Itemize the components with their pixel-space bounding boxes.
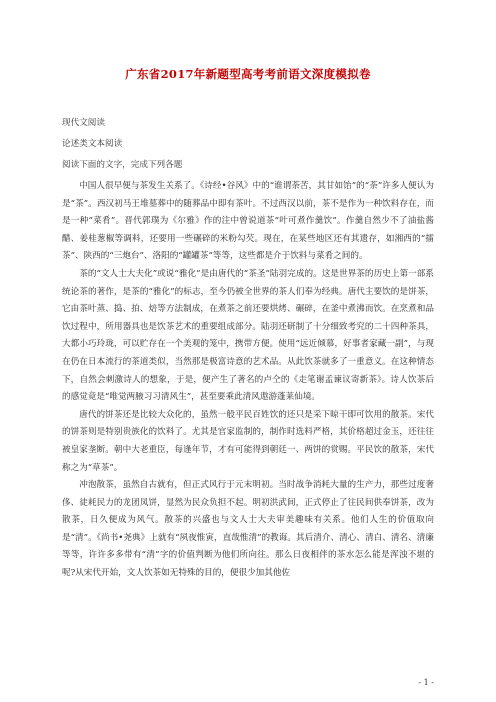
section-label-instructions: 阅读下面的文字，完成下列各题 bbox=[62, 160, 183, 170]
paragraph-1: 中国人很早便与茶发生关系了。《诗经•谷风》中的“谁谓荼苦，其甘如饴”的“荼”许多人便认为是“茶”。西汉初马王堆墓葬中的随葬品中即有茶叶。不过西汉以前，茶不是作为一种饮料存在，而是一种“菜肴”。晋代郭璞为《尔雅》作的注中曾说道茶“叶可煮作羹饮”。作羹自然少不了油盐酱醋、姜桂葱椒等调料，还要用一些碾碎的米粉勾芡。现在，在某些地区还有其遗存，如湘西的“擂茶”、陕西的“三炮台”、洛阳的“罐罐茶”等等，这些都是介于饮料与菜肴之间的。 bbox=[62, 181, 434, 262]
section-label-argumentative-text: 论述类文本阅读 bbox=[62, 139, 123, 149]
document-title: 广东省2017年新题型高考考前语文深度模拟卷 bbox=[125, 67, 371, 81]
article-body bbox=[62, 178, 434, 583]
paragraph-4: 冲泡散茶，虽然自古就有，但正式风行于元末明初。当时战争消耗大量的生产力，那些过度奢侈、徒耗民力的龙团凤饼，显然为民众负担不起。明初洪武间，正式停止了往民间供奉饼茶，改为散茶，日久便成为风气。散茶的兴盛也与文人士大夫审美趣味有关系。他们人生的价值取向是“清”。《尚书•尧典》上就有“夙夜惟寅，直哉惟清”的教诲。其后清介、清心、清白、清名、清廉等等，许许多多带有“清”字的价值判断为他们所向往。那么日夜相伴的茶水怎么能是浑浊不堪的呢?从宋代开始，文人饮茶如无特殊的目的，便很少加其他佐 bbox=[62, 480, 434, 579]
paragraph-3: 唐代的饼茶还是比较大众化的，虽然一般平民百姓饮的还只是采下晾干即可饮用的散茶。宋代的饼茶则是特别贵族化的饮料了。尤其是官家监制的，制作时选料严格，其价格超过金玉，还往往被皇家垄断。朝中大老重臣，每逢年节，才有可能得到朝廷一、两饼的赏赐。平民饮的散茶，宋代称之为“草茶”。 bbox=[62, 409, 434, 473]
section-label-modern-reading: 现代文阅读 bbox=[62, 118, 105, 128]
paragraph-2: 茶的“文人士大夫化”或说“雅化”是由唐代的“茶圣”陆羽完成的。这是世界茶的历史上第一部系统论茶的著作，是茶的“雅化”的标志，至今仍被全世界的茶人们奉为经典。唐代主要饮的是饼茶，它由茶叶蒸、捣、拍、焙等方法制成，在煮茶之前还要烘烤、碾碎，在釜中煮沸而饮。在烹煮和品饮过程中，所用器具也是饮茶艺术的重要组成部分。陆羽还研制了十分细致考究的二十四种茶具，大都小巧玲珑，可以贮存在一个美观的笼中，携带方便。使用“远近倾慕，好事者家藏一副”，与现在仍在日本流行的茶道类似，当然那是极富诗意的艺术品。从此饮茶就多了一重意义。在这种情态下，自然会刺激诗人的想象，于是，便产生了著名的卢仝的《走笔谢孟谏议寄新茶》。诗人饮茶后的感觉竟是“唯觉两腋习习清风生”，甚至要乘此清风遨游蓬莱仙境。 bbox=[62, 268, 434, 403]
page-number: - 1 - bbox=[418, 678, 434, 687]
